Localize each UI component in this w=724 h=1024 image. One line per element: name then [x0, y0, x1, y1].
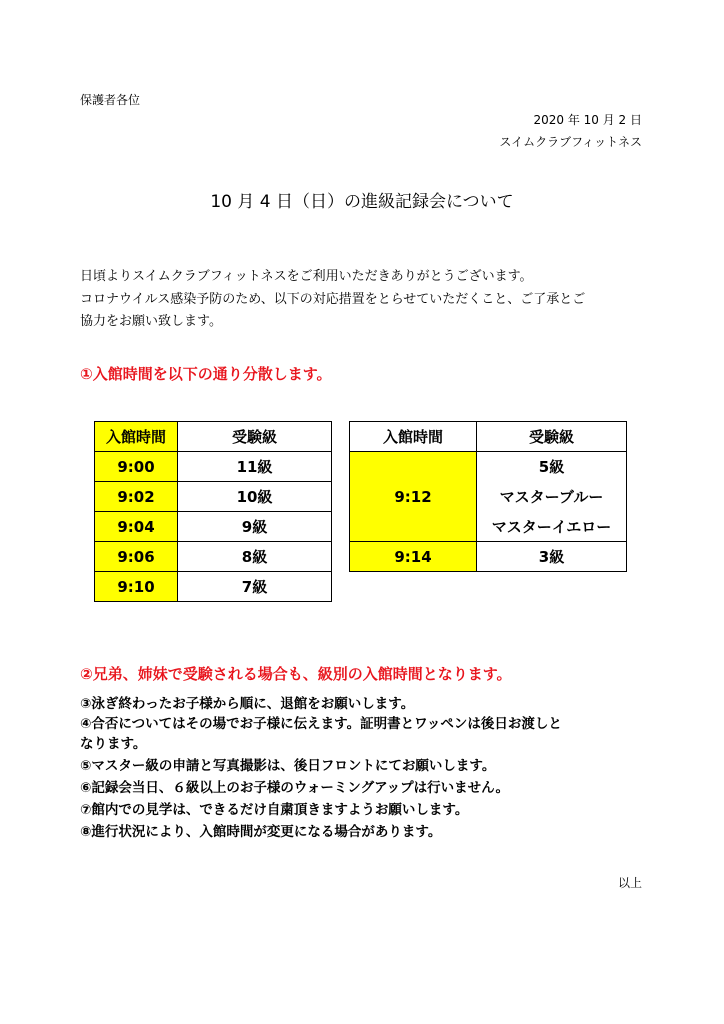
intro-line-2: コロナウイルス感染予防のため、以下の対応措置をとらせていただくこと、ご了承とご	[80, 292, 586, 307]
entry-time-cell: 9:14	[350, 542, 477, 572]
table-row	[350, 452, 627, 482]
grade-cell: 11級	[178, 452, 332, 482]
grade-cell: 3級	[477, 542, 627, 572]
entry-time-cell: 9:04	[95, 512, 178, 542]
entry-time-cell: 9:06	[95, 542, 178, 572]
entry-time-cell: 9:12	[350, 452, 477, 542]
grade-cell: 5級	[477, 452, 627, 482]
grade-cell: マスターブルー	[477, 482, 627, 512]
table-row	[95, 482, 332, 512]
grade-cell: 9級	[178, 512, 332, 542]
sender-name: スイムクラブフィットネス	[499, 135, 642, 149]
header-grade: 受験級	[477, 422, 627, 452]
section2-heading: ②兄弟、姉妹で受験される場合も、級別の入館時間となります。	[80, 665, 512, 683]
header-entry-time: 入館時間	[350, 422, 477, 452]
table-row	[95, 512, 332, 542]
table-row	[95, 542, 332, 572]
document-date: 2020 年 10 月 2 日	[533, 113, 642, 127]
note-7: ⑦館内での見学は、できるだけ自粛頂きますようお願いします。	[80, 802, 469, 818]
note-3: ③泳ぎ終わったお子様から順に、退館をお願いします。	[80, 696, 415, 712]
table-header-row	[95, 422, 332, 452]
header-grade: 受験級	[178, 422, 332, 452]
entry-time-cell: 9:02	[95, 482, 178, 512]
page-title: 10 月 4 日（日）の進級記録会について	[210, 192, 514, 212]
recipient: 保護者各位	[80, 93, 141, 107]
grade-cell: 10級	[178, 482, 332, 512]
schedule-table-right	[349, 421, 627, 572]
closing-text: 以上	[617, 876, 642, 890]
entry-time-cell: 9:00	[95, 452, 178, 482]
table-row	[95, 572, 332, 602]
entry-time-cell: 9:10	[95, 572, 178, 602]
header-entry-time: 入館時間	[95, 422, 178, 452]
intro-line-1: 日頃よりスイムクラブフィットネスをご利用いただきありがとうございます。	[80, 269, 533, 284]
section1-heading: ①入館時間を以下の通り分散します。	[80, 365, 332, 383]
note-8: ⑧進行状況により、入館時間が変更になる場合があります。	[80, 824, 442, 840]
table-header-row	[350, 422, 627, 452]
note-4-line-2: なります。	[80, 736, 147, 752]
table-row	[350, 542, 627, 572]
intro-line-3: 協力をお願い致します。	[80, 314, 222, 329]
grade-cell: 8級	[178, 542, 332, 572]
note-5: ⑤マスター級の申請と写真撮影は、後日フロントにてお願いします。	[80, 758, 496, 774]
schedule-table-left	[94, 421, 332, 602]
note-4-line-1: ④合否についてはその場でお子様に伝えます。証明書とワッペンは後日お渡しと	[80, 716, 562, 732]
note-6: ⑥記録会当日、６級以上のお子様のウォーミングアップは行いません。	[80, 780, 509, 796]
grade-cell: マスターイエロー	[477, 512, 627, 542]
table-row	[95, 452, 332, 482]
grade-cell: 7級	[178, 572, 332, 602]
